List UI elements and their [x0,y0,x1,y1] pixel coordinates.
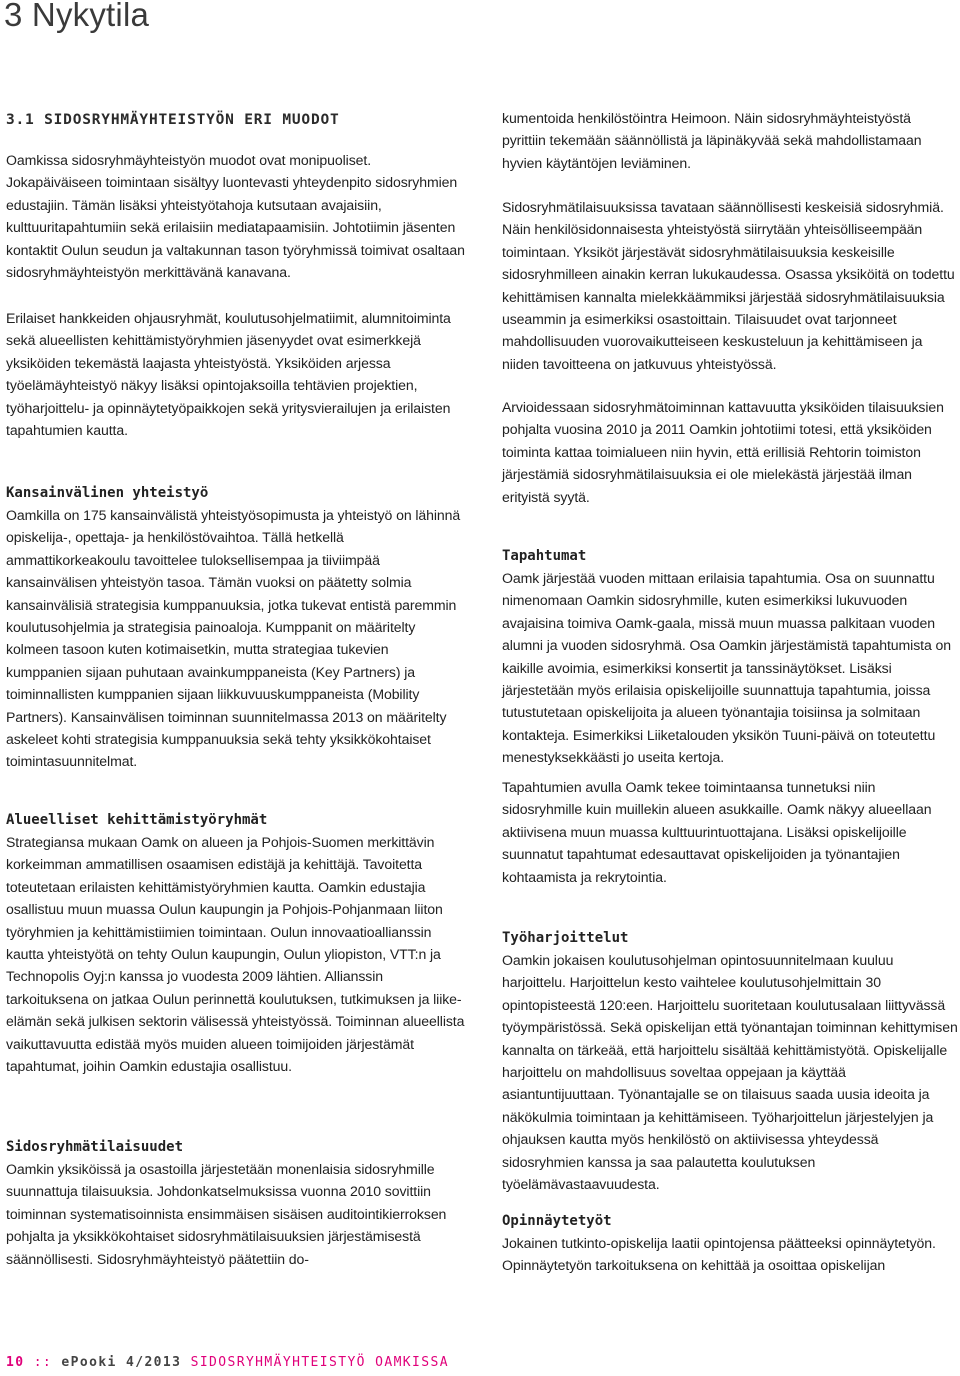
section-international [6,483,466,773]
subheading-regional: Alueelliset kehittämistyöryhmät [6,812,268,828]
subheading-events: Tapahtumat [502,548,587,564]
events-regular-paragraph [502,196,958,375]
magazine-name: ePooki 4/2013 [61,1355,182,1370]
paragraph-text: Oamkissa sidosryhmäyhteistyön muodot ovat monipuoliset. Jokapäiväiseen toimintaan sisältyy luontevasti yhteydenpito sidosryhmien edustajiin. Tämän lisäksi yhteistyötahoja kutsutaan avajaisiin, kulttuuritapahtumiin sekä erilaisiin mediatapaamisiin. Johtotiimin jäsenten kontaktit Oulun seudun ja valtakunnan tason työryhmissä toimivat osaltaan sidosryhmäyhteistyön merkittävänä kanavana. [6,152,465,281]
continued-paragraph [502,107,958,174]
subheading-stakeholder-events: Sidosryhmätilaisuudet [6,1139,184,1155]
projects-paragraph [6,307,466,441]
page-number: 10 [6,1355,25,1370]
subheading-theses: Opinnäytetyöt [502,1213,612,1229]
paragraph-text: Tapahtumien avulla Oamk tekee toimintaansa tunnetuksi niin sidosryhmille kuin muillekin alueen asukkaille. Oamk näkyy alueellaan aktiivisena muun muassa kulttuurintuottajana. Lisäksi opiskelijoille suunnatut tapahtumat edesauttavat opiskelijoiden ja työnantajien kohtaamista ja rekrytointia. [502,779,932,885]
paragraph-text: Erilaiset hankkeiden ohjausryhmät, koulutusohjelmatiimit, alumnitoiminta sekä alueellisten kehittämistyöryhmien jäsenyydet ovat esimerkkejä yksiköiden tekemästä laajasta yhteistyöstä. Yksiköiden arjessa työelämäyhteistyö näkyy lisäksi opintojaksoilla tehtävien projektien, työharjoittelu- ja opinnäytetyöpaikkojen sekä yritysvierailujen ja erilaisten tapahtumien kautta. [6,310,451,439]
events-visibility-paragraph [502,776,958,888]
evaluation-paragraph [502,396,958,508]
section-stakeholder-events [6,1137,466,1270]
paragraph-text: Oamk järjestää vuoden mittaan erilaisia tapahtumia. Osa on suunnattu nimenomaan Oamkin sidosryhmille, kuten esimerkiksi lukuvuoden avajaisina toimiva Oamk-gaala, missä muun muassa palkitaan vuoden alumni ja vuoden sidosryhmä. Osa Oamkin järjestämistä tapahtumista on kaikille avoimia, esimerkiksi konsertit ja tanssinäytökset. Lisäksi järjestetään myös erilaisia opiskelijoille suunnattuja tapahtumia, joissa tutustutetaan opiskelijoita ja alueen työnantajia toisiinsa ja solmitaan kontakteja. Esimerkiksi Liiketalouden yksikön Tuuni-päivä on toteutettu menestyksekkäästi jo useita kertoja. [502,570,952,766]
subheading-international: Kansainvälinen yhteistyö [6,485,209,501]
section-theses [502,1211,958,1277]
section-events [502,546,958,769]
page-footer [6,1355,449,1370]
paragraph-text: Strategiansa mukaan Oamk on alueen ja Pohjois-Suomen merkittävin korkeimman ammatillisen osaamisen edistäjä ja kehittäjä. Tavoitetta toteutetaan erilaisten kehittämistyöryhmien kautta. Oamkin edustajia osallistuu muun muassa Oulun kaupungin ja Pohjois-Pohjanmaan liiton työryhmien ja kehittämistiimien toimintaan. Oulun innovaatioallianssin kautta yhteistyötä on tehty Oulun kaupungin, Oulun yliopiston, VTT:n ja Technopolis Oyj:n kanssa jo vuodesta 2009 lähtien. Allianssin tarkoituksena on jatkaa Oulun perinnettä koulutuksen, tutkimuksen ja liike-elämän sekä julkisen sektorin välisessä yhteistyössä. Toiminnan alueellista vaikuttavuutta edistää myös muiden alueen toimijoiden järjestämät tapahtumat, joihin Oamkin edustajia osallistuu. [6,834,465,1075]
paragraph-text: Oamkin jokaisen koulutusohjelman opintosuunnitelmaan kuuluu harjoittelu. Harjoittelun kesto vaihtelee koulutusohjelmittain 30 opintopisteestä 120:een. Harjoittelu suoritetaan koulutusalaan liittyvässä työympäristössä. Sekä opiskelijan että työnantajan toiminnan kehittymisen kannalta on tärkeää, että harjoittelu sisältää kehittämistyötä. Opiskelijalle harjoittelu on mahdollisuus soveltaa oppejaan ja käyttää asiantuntijuuttaan. Työnantajalle se on tilaisuus saada uusia ideoita ja näkökulmia toimintaan ja kehittämiseen. Työharjoittelun järjestelyjen ja ohjauksen kautta myös henkilöstö on aktiivisessa yhteydessä sidosryhmien kanssa ja saa palautetta koulutuksen työelämävastaavuudesta. [502,952,958,1193]
footer-separator: :: [33,1355,53,1370]
section-heading: 3.1 SIDOSRYHMÄYHTEISTYÖN ERI MUODOT [6,112,340,128]
chapter-title: 3 Nykytila [4,0,150,33]
footer-section-name: SIDOSRYHMÄYHTEISTYÖ OAMKISSA [190,1355,449,1370]
paragraph-text: Arvioidessaan sidosryhmätoiminnan kattavuutta yksiköiden tilaisuuksien pohjalta vuosina 2010 ja 2011 Oamkin johtotiimi totesi, että yksiköiden toiminta kattaa toimialueen niin hyvin, että erillisiä Rehtorin toimiston järjestämiä sidosryhmätilaisuuksia ei ole mielekästä järjestää ilman erityistä syytä. [502,399,944,505]
paragraph-text: Oamkilla on 175 kansainvälistä yhteistyösopimusta ja yhteistyö on lähinnä opiskelija-, opettaja- ja henkilöstövaihtoa. Tällä hetkellä ammattikorkeakoulu tavoittelee tuloksellisempaa ja tiiviimpää kansainvälisen yhteistyön tasoa. Tämän vuoksi on päätetty solmia kansainvälisiä strategisia kumppanuuksia, jotka tukevat entistä paremmin koulutusohjelmia ja strategisia painoaloja. Kumppanit on määritelty kolmeen tasoon kuten kotimaisetkin, mutta strategiaa tukevien kumppanien sijaan puhutaan avainkumppaneista (Key Partners) ja toiminnallisten kumppanien sijaan liikkuvuuskumppaneista (Mobility Partners). Kansainvälisen toiminnan suunnitelmassa 2013 on määritelty askeleet kohti strategisia kumppanuuksia sekä tehty yksikkökohtaiset toimintasuunnitelmat. [6,507,461,770]
intro-paragraph [6,149,466,283]
subheading-internships: Työharjoittelut [502,930,629,946]
paragraph-text: kumentoida henkilöstöintra Heimoon. Näin sidosryhmäyhteistyöstä pyrittiin tekemään säännöllistä ja läpinäkyvää sekä mahdollistamaan hyvien käytäntöjen leviäminen. [502,110,922,171]
section-regional [6,810,466,1077]
paragraph-text: Oamkin yksiköissä ja osastoilla järjestetään monenlaisia sidosryhmille suunnattuja tilaisuuksia. Johdonkatselmuksissa vuonna 2010 sovittiin toiminnan systematisoinnista ensimmäisen sisäisen auditointikierroksen pohjalta ja yksikkökohtaiset sidosryhmätilaisuuksien järjestämisestä säännöllisesti. Sidosryhmäyhteistyö päätettiin do- [6,1161,447,1267]
section-internships [502,928,958,1195]
paragraph-text: Sidosryhmätilaisuuksissa tavataan säännöllisesti keskeisiä sidosryhmiä. Näin henkilösidonnaisesta yhteistyöstä siirrytään yhteisölliseempään toimintaan. Yksiköt järjestävät sidosryhmätilaisuuksia keskeisille sidosryhmilleen ainakin kerran lukukaudessa. Osassa yksiköitä on todettu kehittämisen kannalta mielekkäämmiksi järjestää sidosryhmätilaisuuksia useammin ja esimerkiksi osastoittain. Tilaisuudet ovat tarjonneet mahdollisuuden vuorovaikutteiseen keskusteluun ja kehittämiseen ja niiden tavoitteena on jatkuvuus yhteistyössä. [502,199,955,372]
paragraph-text: Jokainen tutkinto-opiskelija laatii opintojensa päätteeksi opinnäytetyön. Opinnäytetyön tarkoituksena on kehittää ja osoittaa opiskelijan [502,1235,936,1274]
